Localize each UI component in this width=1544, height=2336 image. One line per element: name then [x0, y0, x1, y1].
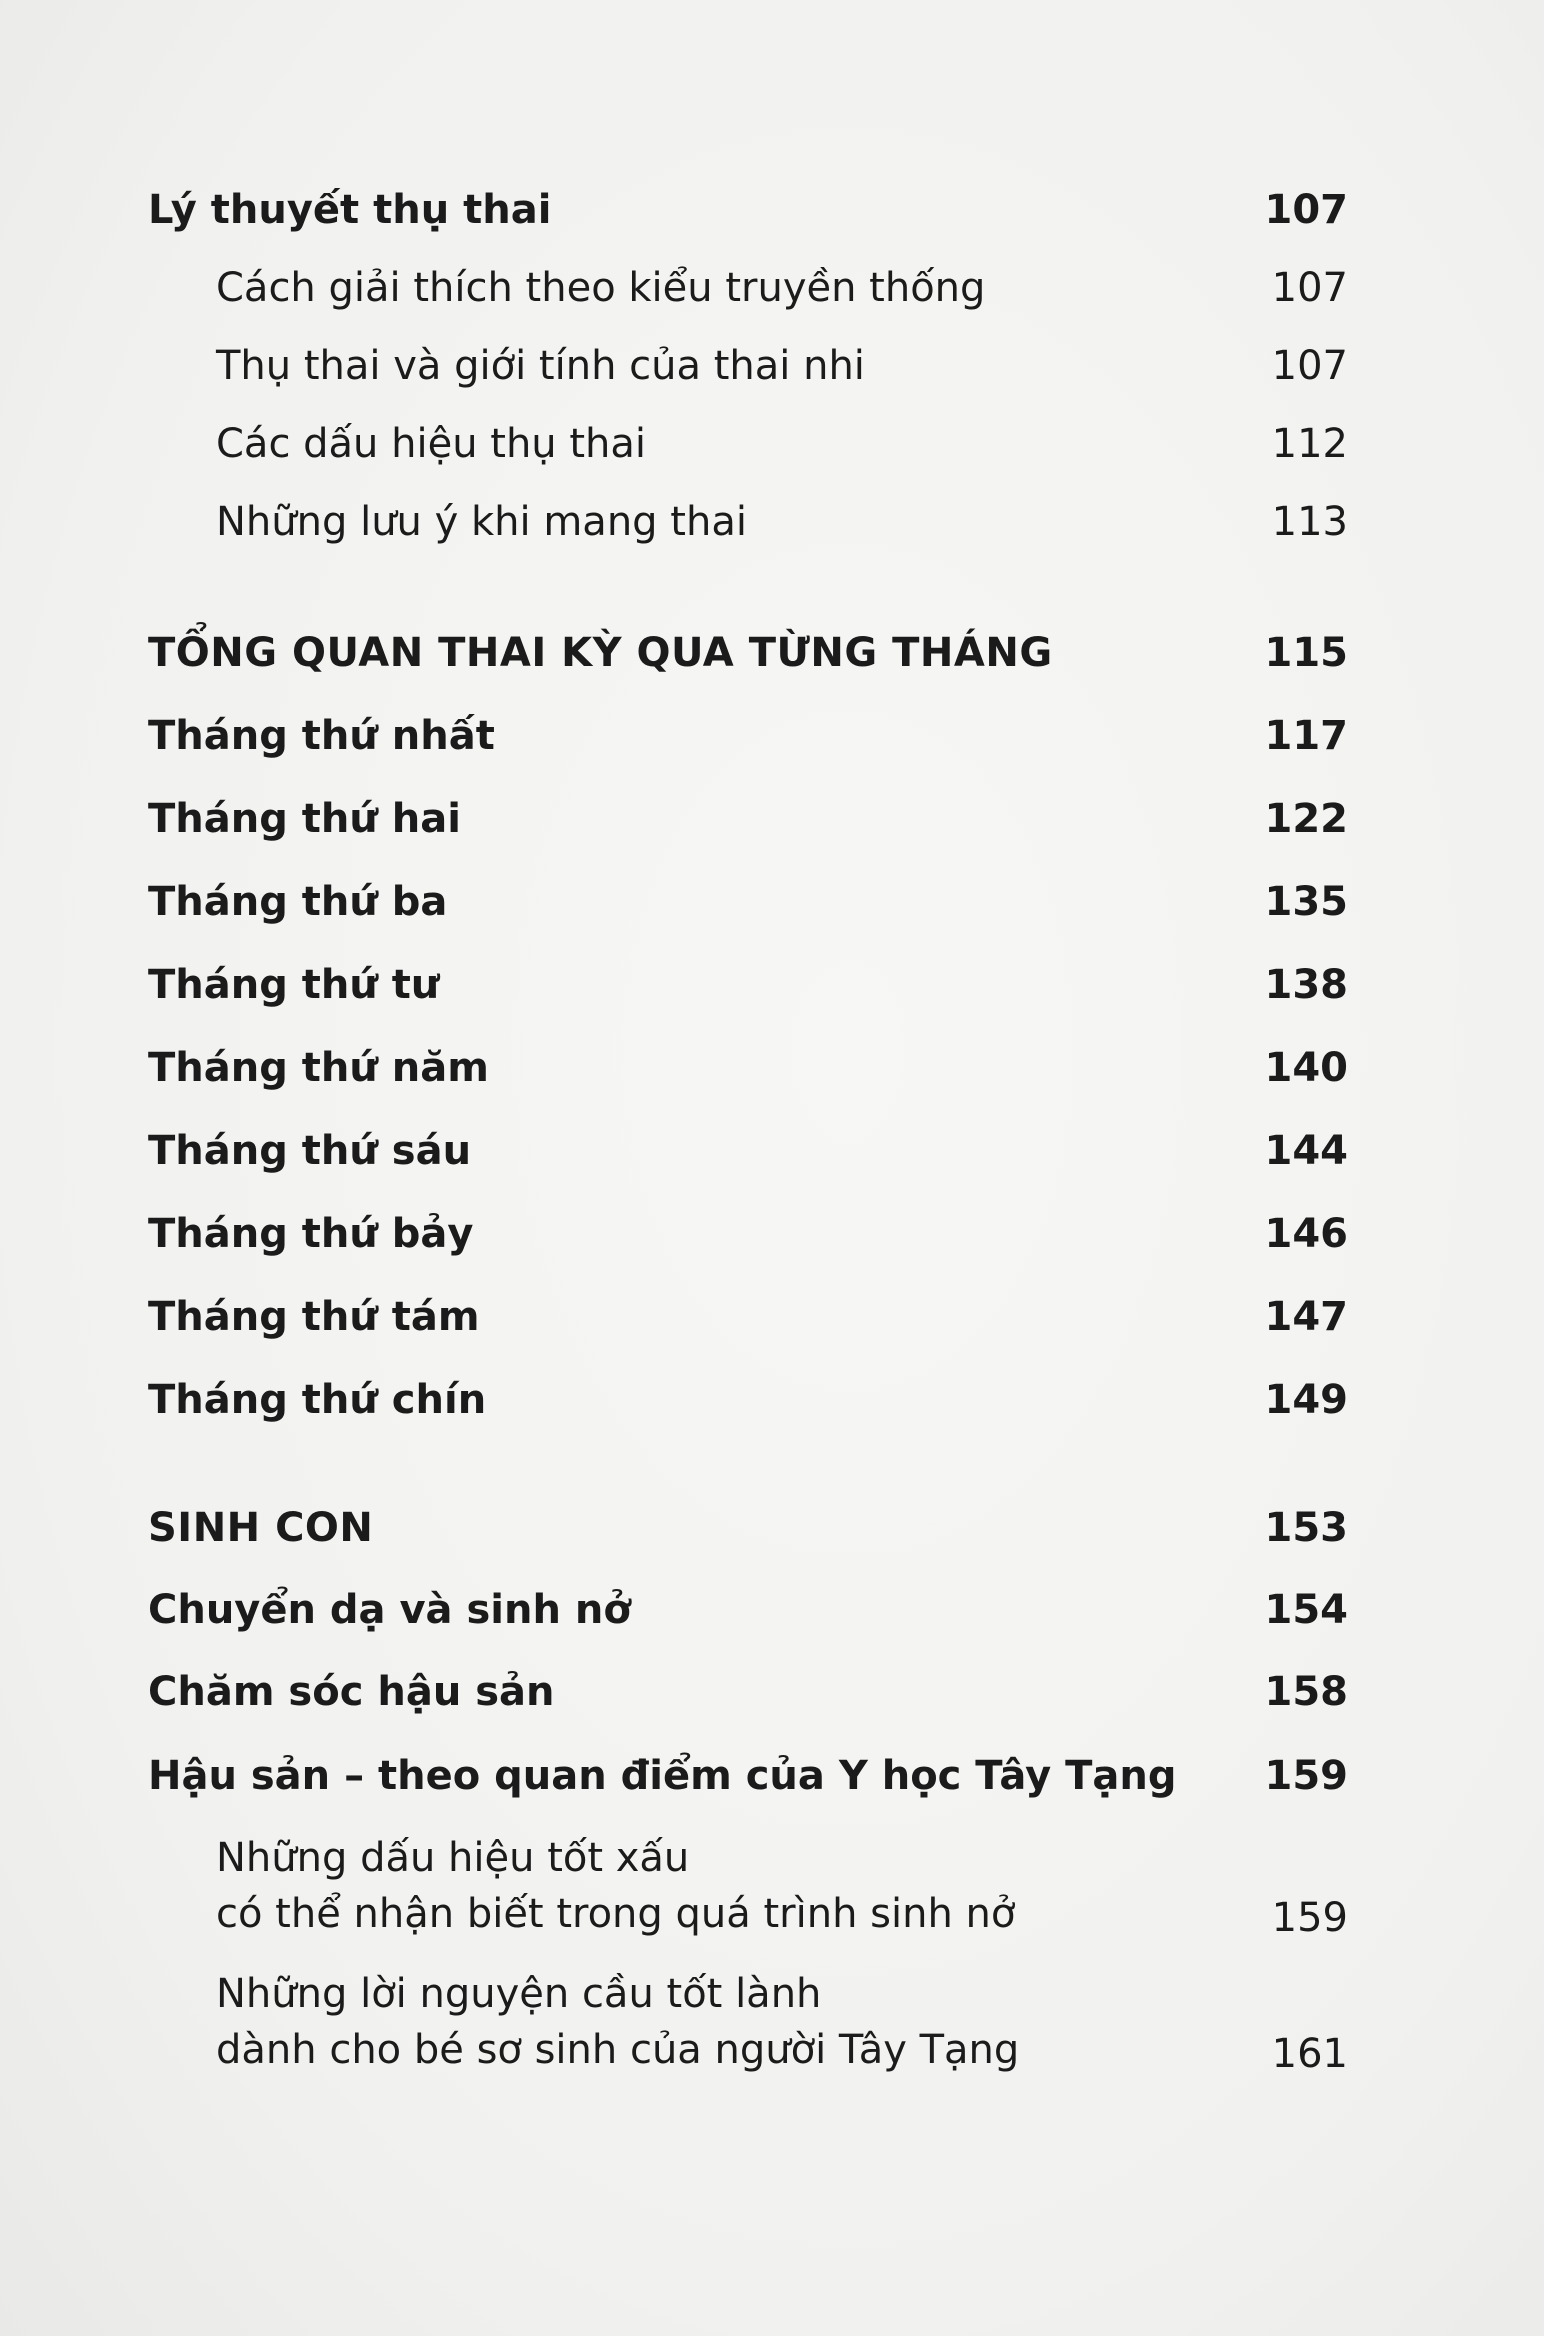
toc-section-heading[interactable]	[148, 617, 1348, 693]
toc-entry-title: Tháng thứ chín	[148, 1377, 487, 1423]
toc-subentry[interactable]	[148, 1962, 1348, 2092]
toc-entry-page: 159	[1271, 1895, 1348, 1941]
toc-entry-page: 146	[1264, 1211, 1348, 1257]
toc-entry-title: Tháng thứ bảy	[148, 1211, 474, 1257]
toc-entry-page: 117	[1264, 713, 1348, 759]
toc-entry-page: 138	[1264, 962, 1348, 1008]
toc-entry-title: Tháng thứ năm	[148, 1045, 489, 1091]
toc-section-title: SINH CON	[148, 1505, 374, 1551]
toc-entry-title: Tháng thứ hai	[148, 796, 461, 842]
toc-entry-page: 147	[1264, 1294, 1348, 1340]
toc-entry-month[interactable]	[148, 1115, 1348, 1191]
toc-entry-month[interactable]	[148, 866, 1348, 942]
toc-entry-title: Các dấu hiệu thụ thai	[216, 421, 647, 467]
toc-entry-title: Tháng thứ nhất	[148, 713, 495, 759]
toc-entry-title	[216, 1966, 1019, 2078]
toc-entry-title-line1: Những dấu hiệu tốt xấu	[216, 1835, 690, 1881]
toc-entry-title: Hậu sản – theo quan điểm của Y học Tây Tạng	[148, 1753, 1177, 1799]
toc-entry-month[interactable]	[148, 1281, 1348, 1357]
toc-section-page: 115	[1264, 630, 1348, 676]
toc-entry-title: Thụ thai và giới tính của thai nhi	[216, 343, 865, 389]
toc-entry-page: 107	[1264, 187, 1348, 233]
toc-entry-title: Cách giải thích theo kiểu truyền thống	[216, 265, 986, 311]
toc-entry-title: Những lưu ý khi mang thai	[216, 499, 747, 545]
toc-entry-title: Chuyển dạ và sinh nở	[148, 1587, 631, 1633]
toc-entry-heading[interactable]	[148, 174, 1348, 250]
toc-subentry[interactable]	[148, 1826, 1348, 1956]
toc-entry-page: 154	[1264, 1587, 1348, 1633]
toc-entry-month[interactable]	[148, 1198, 1348, 1274]
toc-entry-page: 107	[1271, 343, 1348, 389]
toc-entry-title: Lý thuyết thụ thai	[148, 187, 552, 233]
toc-subentry[interactable]	[148, 408, 1348, 484]
toc-entry-title-line1: Những lời nguyện cầu tốt lành	[216, 1971, 822, 2017]
toc-entry-page: 122	[1264, 796, 1348, 842]
toc-entry-title: Chăm sóc hậu sản	[148, 1669, 555, 1715]
toc-entry-page: 144	[1264, 1128, 1348, 1174]
toc-entry[interactable]	[148, 1574, 1348, 1650]
toc-entry-title: Tháng thứ tám	[148, 1294, 480, 1340]
toc-entry-month[interactable]	[148, 1032, 1348, 1108]
toc-entry-month[interactable]	[148, 949, 1348, 1025]
toc-entry[interactable]	[148, 1656, 1348, 1732]
toc-entry-page: 149	[1264, 1377, 1348, 1423]
toc-entry-title: Tháng thứ ba	[148, 879, 448, 925]
toc-entry-title: Tháng thứ sáu	[148, 1128, 472, 1174]
toc-section-title: TỔNG QUAN THAI KỲ QUA TỪNG THÁNG	[148, 630, 1053, 676]
toc-entry-page: 135	[1264, 879, 1348, 925]
toc-entry-page: 161	[1271, 2031, 1348, 2077]
toc-entry-page: 140	[1264, 1045, 1348, 1091]
toc-section-heading[interactable]	[148, 1492, 1348, 1568]
toc-entry-month[interactable]	[148, 783, 1348, 859]
toc-subentry[interactable]	[148, 330, 1348, 406]
toc-entry-title	[216, 1830, 1015, 1942]
toc-entry-page: 113	[1271, 499, 1348, 545]
toc-subentry[interactable]	[148, 486, 1348, 562]
toc-entry-title: Tháng thứ tư	[148, 962, 440, 1008]
toc-entry-page: 159	[1264, 1753, 1348, 1799]
toc-entry-month[interactable]	[148, 1364, 1348, 1440]
toc-entry[interactable]	[148, 1740, 1348, 1816]
toc-section-page: 153	[1264, 1505, 1348, 1551]
toc-entry-title-line2: dành cho bé sơ sinh của người Tây Tạng	[216, 2027, 1020, 2073]
toc-entry-month[interactable]	[148, 700, 1348, 776]
toc-subentry[interactable]	[148, 252, 1348, 328]
toc-entry-page: 158	[1264, 1669, 1348, 1715]
toc-entry-page: 107	[1271, 265, 1348, 311]
toc-entry-title-line2: có thể nhận biết trong quá trình sinh nở	[216, 1891, 1016, 1937]
toc-entry-page: 112	[1271, 421, 1348, 467]
